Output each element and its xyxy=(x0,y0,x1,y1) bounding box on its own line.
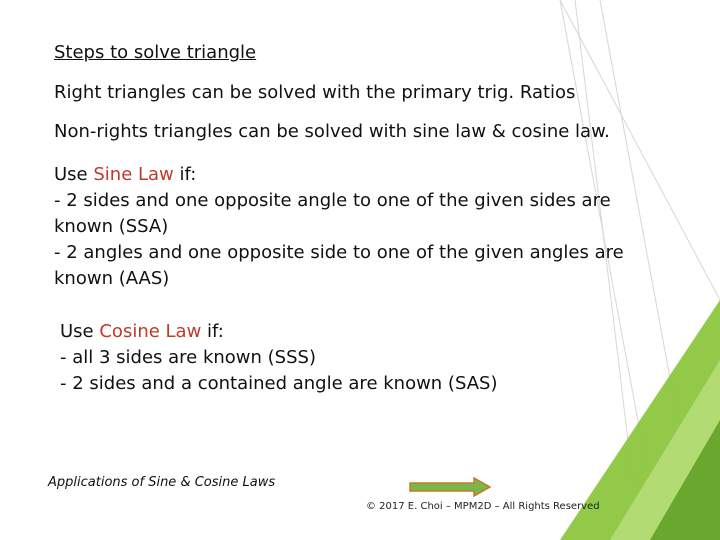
slide-title: Steps to solve triangle xyxy=(54,42,257,63)
right-triangles-line: Right triangles can be solved with the primary trig. Ratios xyxy=(54,82,576,103)
sine-law-heading xyxy=(54,164,196,185)
cosine-law-name: Cosine Law xyxy=(99,321,202,342)
sine-item-1: - 2 sides and one opposite angle to one of the given sides are xyxy=(54,190,611,211)
cosine-item-2: - 2 sides and a contained angle are known (SAS) xyxy=(60,373,498,394)
sine-item-2: known (SSA) xyxy=(54,216,169,237)
next-arrow-icon[interactable] xyxy=(408,477,492,497)
applications-link[interactable]: Applications of Sine & Cosine Laws xyxy=(48,475,276,490)
cosine-use-prefix: Use xyxy=(60,321,100,342)
copyright-text: © 2017 E. Choi – MPM2D – All Rights Reserved xyxy=(366,501,600,512)
cosine-law-heading xyxy=(60,321,224,342)
sine-use-suffix: if: xyxy=(173,164,197,185)
non-right-triangles-line: Non-rights triangles can be solved with sine law & cosine law. xyxy=(54,121,610,142)
sine-law-name: Sine Law xyxy=(93,164,174,185)
sine-item-4: known (AAS) xyxy=(54,268,170,289)
sine-use-prefix: Use xyxy=(54,164,94,185)
cosine-item-1: - all 3 sides are known (SSS) xyxy=(60,347,316,368)
sine-item-3: - 2 angles and one opposite side to one of the given angles are xyxy=(54,242,624,263)
cosine-use-suffix: if: xyxy=(201,321,224,342)
